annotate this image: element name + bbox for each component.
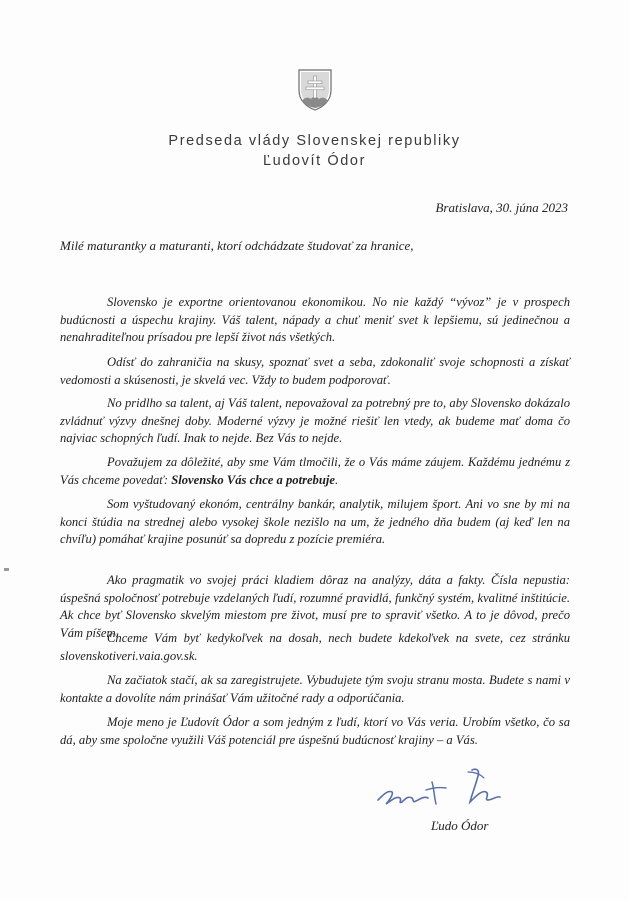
paragraph-6: Ako pragmatik vo svojej práci kladiem dôraz na analýzy, dáta a fakty. Čísla nepustia: úspešná spoločnosť potrebuje vzdelaných ľudí, rozumné pravidlá, funkčný systém, kvalitné inštitúcie. Ak chce byť Slovensko skvelým miestom pre život, musí pre to spraviť všetko. A to je dôvod, prečo Vám píšem. — [60, 573, 570, 640]
paragraph-7: Chceme Vám byť kedykoľvek na dosah, nech budete kdekoľvek na svete, cez stránku slovenskotiveri.vaia.gov.sk. — [60, 631, 570, 663]
paragraph-2: Odísť do zahraničia na skusy, spoznať svet a seba, zdokonaliť svoje schopnosti a získať vedomosti a skúsenosti, je skvelá vec. Vždy to budem podporovať. — [60, 355, 570, 387]
paragraph-4-text: Považujem za dôležité, aby sme Vám tlmočili, že o Vás máme záujem. Každému jednému z Vás chceme povedať: — [60, 455, 570, 487]
paragraph-5: Som vyštudovaný ekonóm, centrálny bankár, analytik, milujem šport. Ani vo sne by mi na konci štúdia na strednej alebo vysokej škole nezišlo na um, že jedného dňa budem (aj keď len na chvíľu) pomáhať krajine posunúť sa dopredu z pozície premiéra. — [60, 497, 570, 546]
letter-date: Bratislava, 30. júna 2023 — [435, 200, 568, 215]
handwritten-signature-icon — [372, 760, 522, 812]
paragraph-4 — [60, 454, 570, 489]
signer-name: Ľudo Ódor — [431, 818, 489, 833]
office-title: Predseda vlády Slovenskej republiky — [168, 133, 461, 149]
paragraph-4-end: . — [334, 472, 339, 487]
key-message: Slovensko Vás chce a potrebuje — [171, 472, 335, 487]
slovak-coat-of-arms-icon — [297, 68, 333, 112]
paragraph-3: No pridlho sa talent, aj Váš talent, nepovažoval za potrebný pre to, aby Slovensko dokázalo zvládnuť výzvy dnešnej doby. Moderné výzvy je možné riešiť len vtedy, ak budeme mať doma čo najviac schopných ľudí. Inak to nejde. Bez Vás to nejde. — [60, 396, 570, 445]
scan-mark-icon — [4, 568, 9, 571]
prime-minister-name: Ľudovít Ódor — [262, 153, 367, 169]
salutation: Milé maturantky a maturanti, ktorí odchádzate študovať za hranice, — [60, 238, 414, 253]
paragraph-8: Na začiatok stačí, ak sa zaregistrujete. Vybudujete tým svoju stranu mosta. Budete s nami v kontakte a dovolíte nám prinášať Vám užitočné rady a odporúčania. — [60, 673, 570, 705]
paragraph-9: Moje meno je Ľudovít Ódor a som jedným z ľudí, ktorí vo Vás veria. Urobím všetko, čo sa dá, aby sme spoločne využili Váš potenciál pre úspešnú budúcnosť krajiny – a Vás. — [60, 715, 570, 747]
paragraph-1: Slovensko je exportne orientovanou ekonomikou. No nie každý “vývoz” je v prospech budúcnosti a úspechu krajiny. Váš talent, nápady a chuť meniť svet k lepšiemu, sú jedinečnou a nenahraditeľnou prísadou pre lepší život nás všetkých. — [60, 295, 570, 344]
